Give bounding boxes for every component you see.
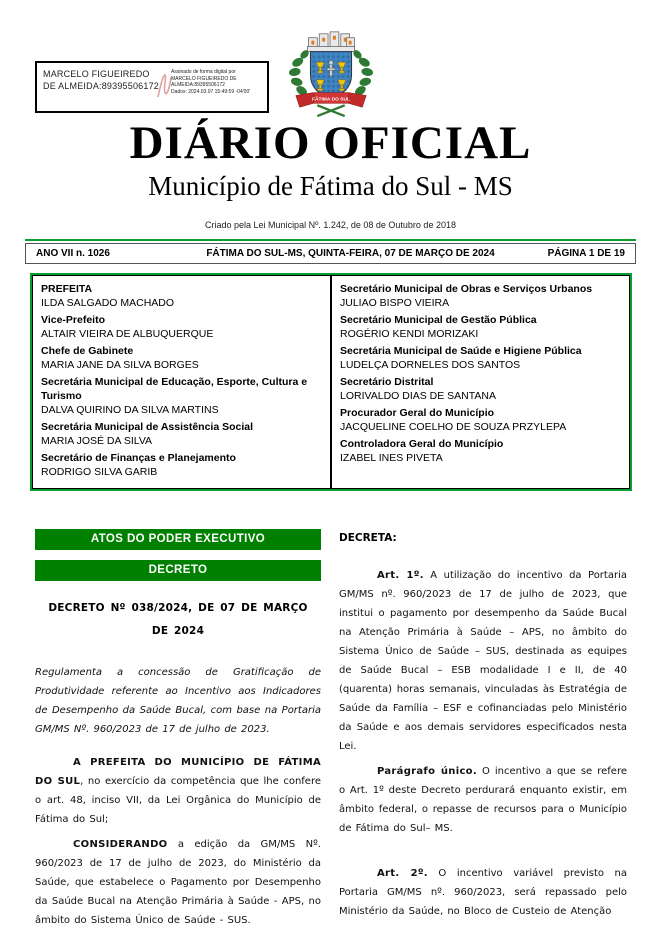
decree-summary: Regulamenta a concessão de Gratificação de Produtividade referente ao Incentivo aos Indicadores de Desempenho da Saúde Bucal, com base na Portaria GM/MS Nº. 960/2023 de 17 de julho de 2023. [35,667,321,735]
official-name: RODRIGO SILVA GARIB [41,466,158,478]
official-name: DALVA QUIRINO DA SILVA MARTINS [41,404,219,416]
official-name: MARIA JANE DA SILVA BORGES [41,359,199,371]
official-name: ILDA SALGADO MACHADO [41,297,175,309]
signature-details: Assinado de forma digital por MARCELO FIGUEIREDO DE ALMEIDA:89395506172 Dados: 2024.03.07 15:49:59 -04'00' [171,69,251,95]
official-name: JACQUELINE COELHO DE SOUZA PRZYLEPA [340,421,567,433]
official-entry [340,437,621,465]
svg-text:FÁTIMA DO SUL: FÁTIMA DO SUL [311,97,350,103]
content-column-left [35,529,321,935]
decree-heading: DECRETO Nº 038/2024, DE 07 DE MARÇO DE 2024 [48,602,308,637]
official-title: Secretária Municipal de Assistência Social [41,421,254,433]
official-title: Procurador Geral do Município [340,407,495,419]
official-title: PREFEITA [41,283,93,295]
decree-paragraph-preamble: A PREFEITA DO MUNICÍPIO DE FÁTIMA DO SUL, no exercício da competência que lhe confere o art. 48, inciso VII, da Lei Orgânica do Município de Fátima do Sul; [35,757,321,825]
page-indicator: PÁGINA 1 DE 19 [547,248,625,259]
creation-law-note: Criado pela Lei Municipal Nº. 1.242, de 08 de Outubro de 2018 [205,220,456,230]
official-title: Secretário de Finanças e Planejamento [41,452,236,464]
official-entry [340,344,621,372]
official-title: Chefe de Gabinete [41,345,134,357]
officials-column-left [32,275,331,489]
decreta-label: DECRETA: [339,532,397,544]
officials-column-right [331,275,630,489]
coat-of-arms-icon [282,25,380,124]
official-title: Vice-Prefeito [41,314,105,326]
official-title: Controladora Geral do Município [340,438,504,450]
decree-article-2: Art. 2º. O incentivo variável previsto na Portaria GM/MS nº. 960/2023, será repassado pelo Ministério da Saúde, no Bloco de Custeio de Atenção [339,868,627,917]
official-title: Secretário Distrital [340,376,434,388]
official-name: LORIVALDO DIAS DE SANTANA [340,390,496,402]
official-entry [41,282,322,310]
municipality-subtitle: Município de Fátima do Sul - MS [148,171,513,201]
official-title: Secretário Municipal de Obras e Serviços Urbanos [340,283,593,295]
official-entry [340,313,621,341]
official-entry [41,451,322,479]
official-entry [340,375,621,403]
official-name: LUDELÇA DORNELES DOS SANTOS [340,359,521,371]
official-entry [41,313,322,341]
digital-signature-stamp[interactable] [35,61,269,113]
official-title: Secretária Municipal de Educação, Esporte, Cultura e Turismo [41,376,308,402]
gazette-title: DIÁRIO OFICIAL [129,117,532,169]
official-title: Secretário Municipal de Gestão Pública [340,314,537,326]
edition-bar [25,239,636,264]
official-name: IZABEL INES PIVETA [340,452,443,464]
edition-date: FÁTIMA DO SUL-MS, QUINTA-FEIRA, 07 DE MARÇO DE 2024 [206,248,495,259]
official-entry [41,375,322,417]
section-banner-decree: DECRETO [35,560,321,581]
decree-paragraph-considering: CONSIDERANDO a edição da GM/MS Nº. 960/2023 de 17 de julho de 2023, do Ministério da Saúde, que estabelece o Pagamento por Desempenho da Saúde Bucal na Atenção Primária à Saúde - APS, no âmbito do Sistema Único de Saúde - SUS. [35,839,321,926]
decree-article-1: Art. 1º. A utilização do incentivo da Portaria GM/MS nº. 960/2023 de 17 de julho de 2023, que institui o pagamento por desempenho da Saúde Bucal na Atenção Primária à Saúde – APS, no âmbito do Sistema Único de Saúde – SUS, destinada as equipes de Saúde Bucal – ESB modalidade I e II, de 40 (quarenta) horas semanais, vinculadas às Estratégia de Saúde da Família – ESF e cofinanciadas pelo Ministério da Saúde e aos demais servidores especificados nesta Lei. [339,570,627,752]
official-entry [41,344,322,372]
section-banner-executive-acts: ATOS DO PODER EXECUTIVO [35,529,321,550]
official-entry [41,420,322,448]
edition-number: ANO VII n. 1026 [36,248,110,259]
official-title: Secretária Municipal de Saúde e Higiene Pública [340,345,582,357]
official-entry [340,282,621,310]
content-column-right [339,532,627,927]
official-name: JULIAO BISPO VIEIRA [340,297,450,309]
official-name: ROGÉRIO KENDI MORIZAKI [340,328,479,340]
signature-name: MARCELO FIGUEIREDO DE ALMEIDA:89395506172 [43,69,159,91]
decree-sole-paragraph: Parágrafo único. O incentivo a que se refere o Art. 1º deste Decreto perdurará enquanto existir, em âmbito federal, o repasse de recursos para o Município de Fátima do Sul– MS. [339,766,627,834]
officials-table [30,273,632,491]
official-name: ALTAIR VIEIRA DE ALBUQUERQUE [41,328,214,340]
signature-scribble-icon [155,67,173,106]
official-entry [340,406,621,434]
official-name: MARIA JOSÉ DA SILVA [41,435,153,447]
